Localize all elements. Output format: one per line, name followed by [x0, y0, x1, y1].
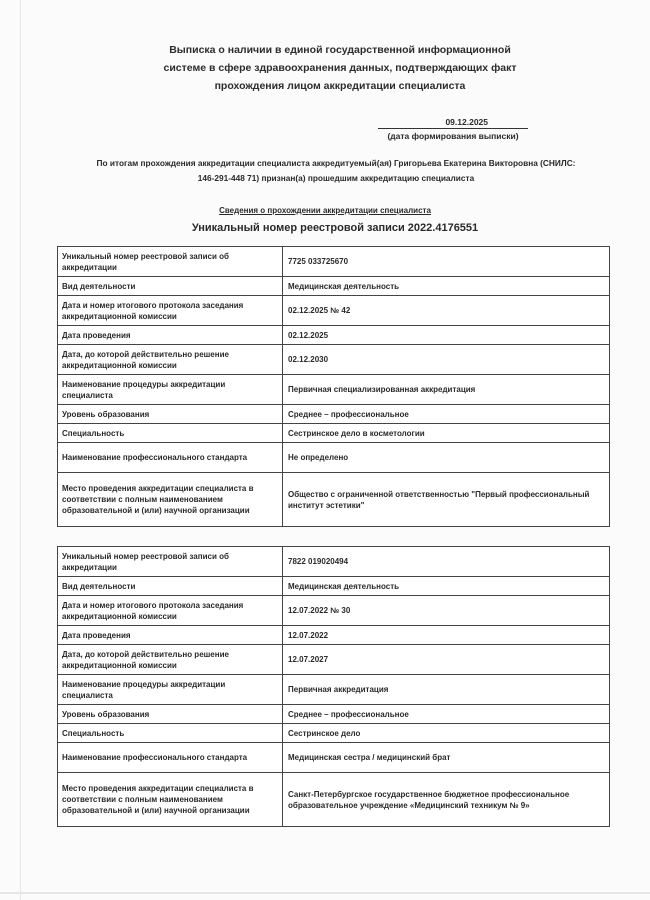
row-label: Специальность — [58, 724, 283, 743]
row-label: Дата, до которой действительно решение аккредитационной комиссии — [58, 345, 283, 375]
table-row — [58, 705, 610, 724]
registry-number: Уникальный номер реестровой записи 2022.4176551 — [191, 222, 479, 234]
row-value: 02.12.2025 — [283, 326, 610, 345]
row-value: Санкт-Петербургское государственное бюджетное профессиональное образовательное учреждение «Медицинский техникум № 9» — [283, 773, 610, 827]
title-line: системе в сфере здравоохранения данных, подтверждающих факт — [163, 62, 517, 74]
table-row — [58, 375, 610, 405]
table-row — [58, 296, 610, 326]
issue-date-block — [378, 117, 528, 141]
row-label: Наименование процедуры аккредитации специалиста — [58, 675, 283, 705]
row-value: 7725 033725670 — [283, 247, 610, 277]
row-label: Уровень образования — [58, 405, 283, 424]
scan-artifact-line — [20, 0, 21, 900]
row-label: Дата и номер итогового протокола заседания аккредитационной комиссии — [58, 596, 283, 626]
table-row — [58, 405, 610, 424]
intro-line: 146-291-448 71) признан(а) прошедшим аккредитацию специалиста — [197, 173, 475, 183]
row-value: 02.12.2025 № 42 — [283, 296, 610, 326]
intro-paragraph — [66, 156, 606, 186]
row-label: Дата проведения — [58, 626, 283, 645]
row-label: Уровень образования — [58, 705, 283, 724]
accreditation-record-table — [57, 546, 610, 827]
row-value: Сестринское дело в косметологии — [283, 424, 610, 443]
table-row — [58, 277, 610, 296]
issue-date — [378, 117, 528, 129]
row-label: Наименование профессионального стандарта — [58, 443, 283, 473]
row-value: Среднее – профессиональное — [283, 705, 610, 724]
table-row — [58, 675, 610, 705]
row-value: 02.12.2030 — [283, 345, 610, 375]
document-title — [120, 41, 560, 95]
table-row — [58, 626, 610, 645]
accreditation-record-table — [57, 246, 610, 527]
row-label: Вид деятельности — [58, 277, 283, 296]
table-row — [58, 724, 610, 743]
title-line: прохождения лицом аккредитации специалиста — [214, 80, 466, 92]
row-label: Специальность — [58, 424, 283, 443]
row-label: Вид деятельности — [58, 577, 283, 596]
table-row — [58, 743, 610, 773]
row-label: Место проведения аккредитации специалиста в соответствии с полным наименованием образовательной и (или) научной организации — [58, 473, 283, 527]
row-label: Уникальный номер реестровой записи об аккредитации — [58, 247, 283, 277]
row-value: Первичная специализированная аккредитация — [283, 375, 610, 405]
issue-date-caption: (дата формирования выписки) — [387, 131, 519, 141]
title-line: Выписка о наличии в единой государственной информационной — [169, 44, 511, 56]
row-value: 12.07.2022 — [283, 626, 610, 645]
table-row — [58, 547, 610, 577]
row-value: Медицинская деятельность — [283, 577, 610, 596]
row-value: Сестринское дело — [283, 724, 610, 743]
row-label: Дата и номер итогового протокола заседания аккредитационной комиссии — [58, 296, 283, 326]
row-value: 12.07.2027 — [283, 645, 610, 675]
row-label: Наименование профессионального стандарта — [58, 743, 283, 773]
scan-artifact-line — [0, 892, 650, 894]
row-value: Общество с ограниченной ответственностью "Первый профессиональный институт эстетики" — [283, 473, 610, 527]
table-row — [58, 577, 610, 596]
row-value: 7822 019020494 — [283, 547, 610, 577]
row-value: Среднее – профессиональное — [283, 405, 610, 424]
table-row — [58, 773, 610, 827]
intro-line: По итогам прохождения аккредитации специалиста аккредитуемый(ая) Григорьева Екатерина Викторовна (СНИЛС: — [96, 158, 576, 168]
row-value: 12.07.2022 № 30 — [283, 596, 610, 626]
row-value: Медицинская сестра / медицинский брат — [283, 743, 610, 773]
row-label: Дата проведения — [58, 326, 283, 345]
table-row — [58, 645, 610, 675]
table-row — [58, 345, 610, 375]
issue-date-text: 09.12.2025 — [445, 117, 488, 127]
row-label: Дата, до которой действительно решение аккредитационной комиссии — [58, 645, 283, 675]
row-value: Не определено — [283, 443, 610, 473]
table-row — [58, 424, 610, 443]
row-value: Медицинская деятельность — [283, 277, 610, 296]
table-row — [58, 443, 610, 473]
table-row — [58, 326, 610, 345]
table-row — [58, 247, 610, 277]
row-label: Уникальный номер реестровой записи об аккредитации — [58, 547, 283, 577]
row-value: Первичная аккредитация — [283, 675, 610, 705]
row-label: Место проведения аккредитации специалиста в соответствии с полным наименованием образовательной и (или) научной организации — [58, 773, 283, 827]
table-row — [58, 473, 610, 527]
row-label: Наименование процедуры аккредитации специалиста — [58, 375, 283, 405]
table-row — [58, 596, 610, 626]
section-heading: Сведения о прохождении аккредитации специалиста — [219, 206, 431, 215]
